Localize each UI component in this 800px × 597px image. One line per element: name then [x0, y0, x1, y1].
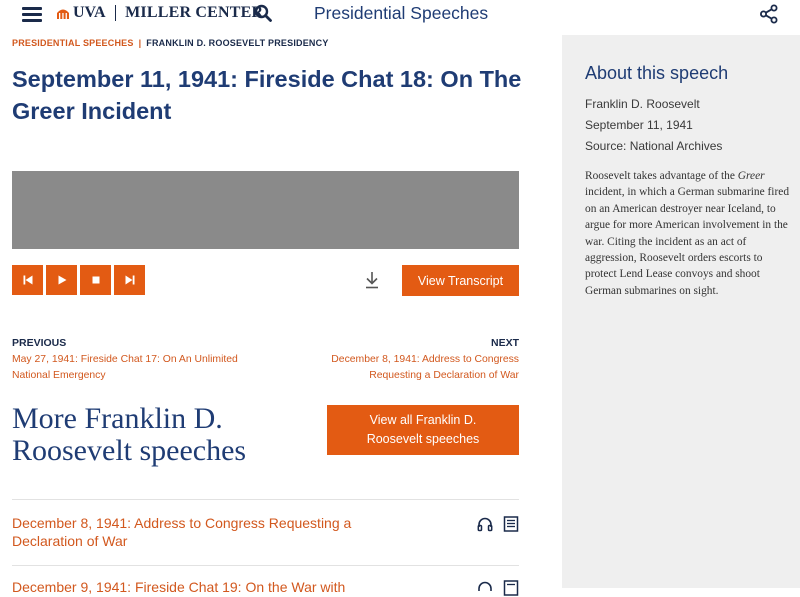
- view-transcript-button[interactable]: View Transcript: [402, 265, 519, 296]
- breadcrumb-fdr-presidency[interactable]: FRANKLIN D. ROOSEVELT PRESIDENCY: [146, 38, 329, 48]
- sidebar-president: Franklin D. Roosevelt: [585, 97, 700, 111]
- divider: [12, 499, 519, 500]
- speech-list-item-link[interactable]: [12, 515, 412, 550]
- next-label: NEXT: [490, 337, 519, 349]
- view-all-line2: Roosevelt speeches: [366, 432, 480, 446]
- stop-icon: [90, 274, 102, 286]
- headphones-icon[interactable]: [477, 516, 493, 532]
- download-icon[interactable]: [364, 271, 380, 289]
- transcript-icon[interactable]: [503, 580, 519, 596]
- skip-back-icon: [22, 274, 34, 286]
- headphones-icon[interactable]: [477, 580, 493, 596]
- site-header: [0, 0, 800, 35]
- sidebar-date: September 11, 1941: [585, 118, 693, 132]
- more-heading-line1: More Franklin D.: [12, 402, 223, 435]
- skip-forward-icon: [124, 274, 136, 286]
- logo-miller-center-text: MILLER CENTER: [125, 4, 264, 21]
- speech-description: [585, 168, 793, 299]
- breadcrumb-presidential-speeches[interactable]: PRESIDENTIAL SPEECHES: [12, 38, 134, 48]
- search-icon[interactable]: [254, 4, 272, 22]
- sidebar-heading: About this speech: [585, 63, 729, 83]
- previous-link-line2: National Emergency: [12, 369, 106, 381]
- previous-label: PREVIOUS: [12, 337, 67, 349]
- skip-forward-button[interactable]: [114, 265, 145, 295]
- skip-back-button[interactable]: [12, 265, 43, 295]
- about-speech-sidebar: [562, 35, 800, 588]
- stop-button[interactable]: [80, 265, 111, 295]
- previous-link-line1: May 27, 1941: Fireside Chat 17: On An Unlimited: [12, 354, 238, 365]
- page-title: September 11, 1941: Fireside Chat 18: On The Greer Incident: [12, 66, 522, 124]
- breadcrumb: [12, 38, 329, 48]
- view-all-line1: View all Franklin D.: [369, 413, 477, 427]
- play-button[interactable]: [46, 265, 77, 295]
- sidebar-source: Source: National Archives: [585, 139, 723, 153]
- logo-uva-text: UVA: [73, 4, 106, 21]
- breadcrumb-separator: |: [138, 38, 142, 48]
- uva-logo-icon: [56, 7, 70, 20]
- speech-item-line2: Declaration of War: [12, 532, 128, 549]
- media-player-area[interactable]: [12, 171, 519, 249]
- menu-icon[interactable]: [22, 5, 42, 23]
- more-heading-line2: Roosevelt speeches: [12, 434, 247, 467]
- share-icon[interactable]: [759, 4, 779, 24]
- description-text: Roosevelt takes advantage of the: [585, 170, 738, 182]
- next-link-line2: Requesting a Declaration of War: [369, 369, 519, 381]
- more-speeches-heading: [12, 403, 312, 467]
- transcript-icon[interactable]: [503, 516, 519, 532]
- play-icon: [56, 274, 68, 286]
- site-logo[interactable]: [56, 3, 263, 23]
- logo-divider: [115, 5, 117, 21]
- view-all-speeches-button[interactable]: [327, 405, 519, 455]
- description-text: incident, in which a German submarine fired on an American destroyer near Iceland, to argue for more American involvement in the war. Citing the incident as an act of aggression, Roosevelt orders escorts to protect Lend Lease convoys and shoot German submarines on sight.: [585, 186, 790, 297]
- divider: [12, 565, 519, 566]
- speech-item-line1: December 9, 1941: Fireside Chat 19: On the War with: [12, 579, 346, 595]
- description-italic-ship-name: Greer: [737, 170, 765, 182]
- section-title-link[interactable]: Presidential Speeches: [314, 3, 489, 23]
- speech-item-line1: December 8, 1941: Address to Congress Requesting a: [12, 515, 352, 531]
- next-link-line1: December 8, 1941: Address to Congress: [331, 354, 519, 365]
- previous-speech-link[interactable]: [12, 352, 238, 383]
- next-speech-link[interactable]: [331, 352, 519, 383]
